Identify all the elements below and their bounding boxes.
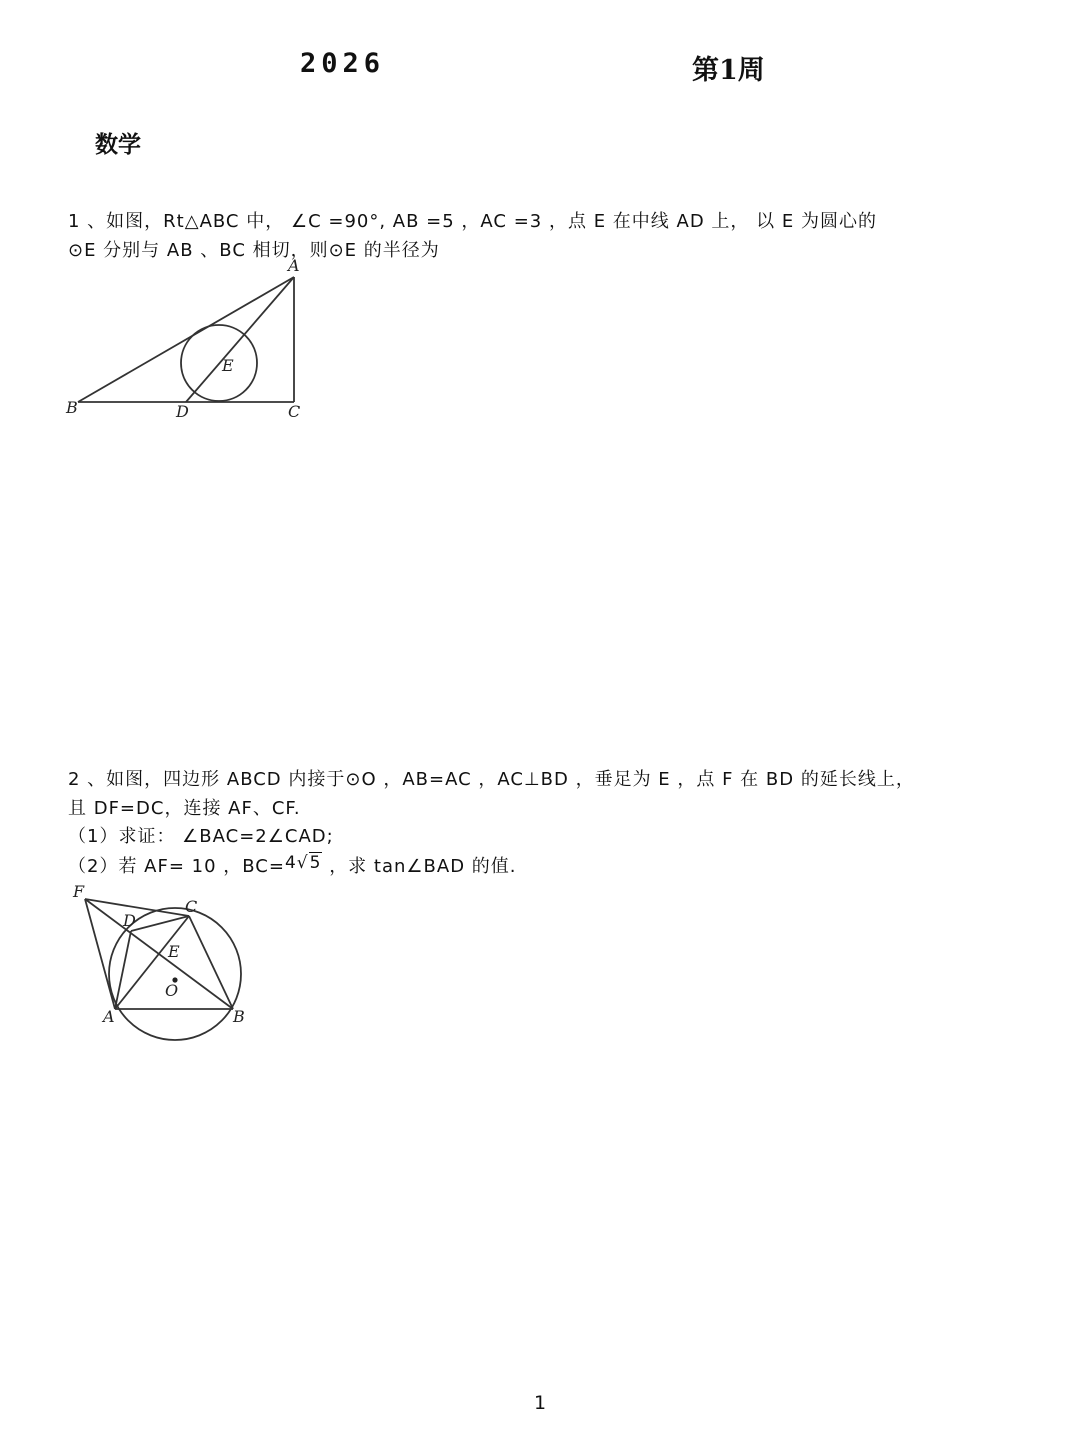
q2-label-d: D: [123, 911, 136, 930]
question2-figure: [65, 878, 265, 1053]
question2-part2-suffix: ，求 tan∠BAD 的值.: [329, 856, 517, 877]
question2-bc-coef: 4: [284, 853, 297, 873]
q1-label-a: A: [288, 256, 300, 275]
q2-segment-fb: [85, 899, 233, 1009]
question2-line2: 且 DF=DC，连接 AF、CF.: [68, 798, 301, 819]
q2-label-e: E: [168, 942, 180, 961]
question2-bc-value: 4√5: [284, 853, 322, 873]
question2-part2: [68, 852, 517, 878]
question1-line1: 1 、如图，Rt△ABC 中， ∠C =90°, AB =5 ，AC =3 ，点 E 在中线 AD 上， 以 E 为圆心的: [68, 211, 877, 232]
question1-figure: [60, 255, 320, 425]
q2-label-a: A: [103, 1007, 115, 1026]
q2-label-o: O: [165, 981, 179, 1000]
subject-title: 数学: [95, 132, 141, 158]
q2-segment-bc: [189, 916, 233, 1009]
question2-bc-radicand: 5: [309, 853, 322, 873]
q2-label-c: C: [185, 897, 198, 916]
q1-segment-ad: [186, 277, 294, 402]
header-week: 第1周: [692, 55, 765, 86]
question2-part1: （1）求证： ∠BAC=2∠CAD;: [68, 826, 334, 847]
q1-label-b: B: [66, 398, 78, 417]
q1-label-d: D: [176, 402, 189, 421]
question1-line2: ⊙E 分别与 AB 、BC 相切，则⊙E 的半径为: [68, 240, 440, 261]
header-year: 2026: [300, 48, 386, 79]
q1-label-c: C: [288, 402, 301, 421]
q2-segment-fa: [85, 899, 115, 1009]
q2-label-f: F: [73, 882, 85, 901]
question2-part2-prefix: （2）若 AF= 10 ，BC=: [68, 856, 285, 877]
q1-label-e: E: [222, 356, 234, 375]
q2-label-b: B: [233, 1007, 245, 1026]
page-number: 1: [534, 1392, 547, 1414]
question2-line1: 2 、如图，四边形 ABCD 内接于⊙O ，AB=AC ，AC⊥BD ，垂足为 E ，点 F 在 BD 的延长线上，: [68, 769, 915, 790]
